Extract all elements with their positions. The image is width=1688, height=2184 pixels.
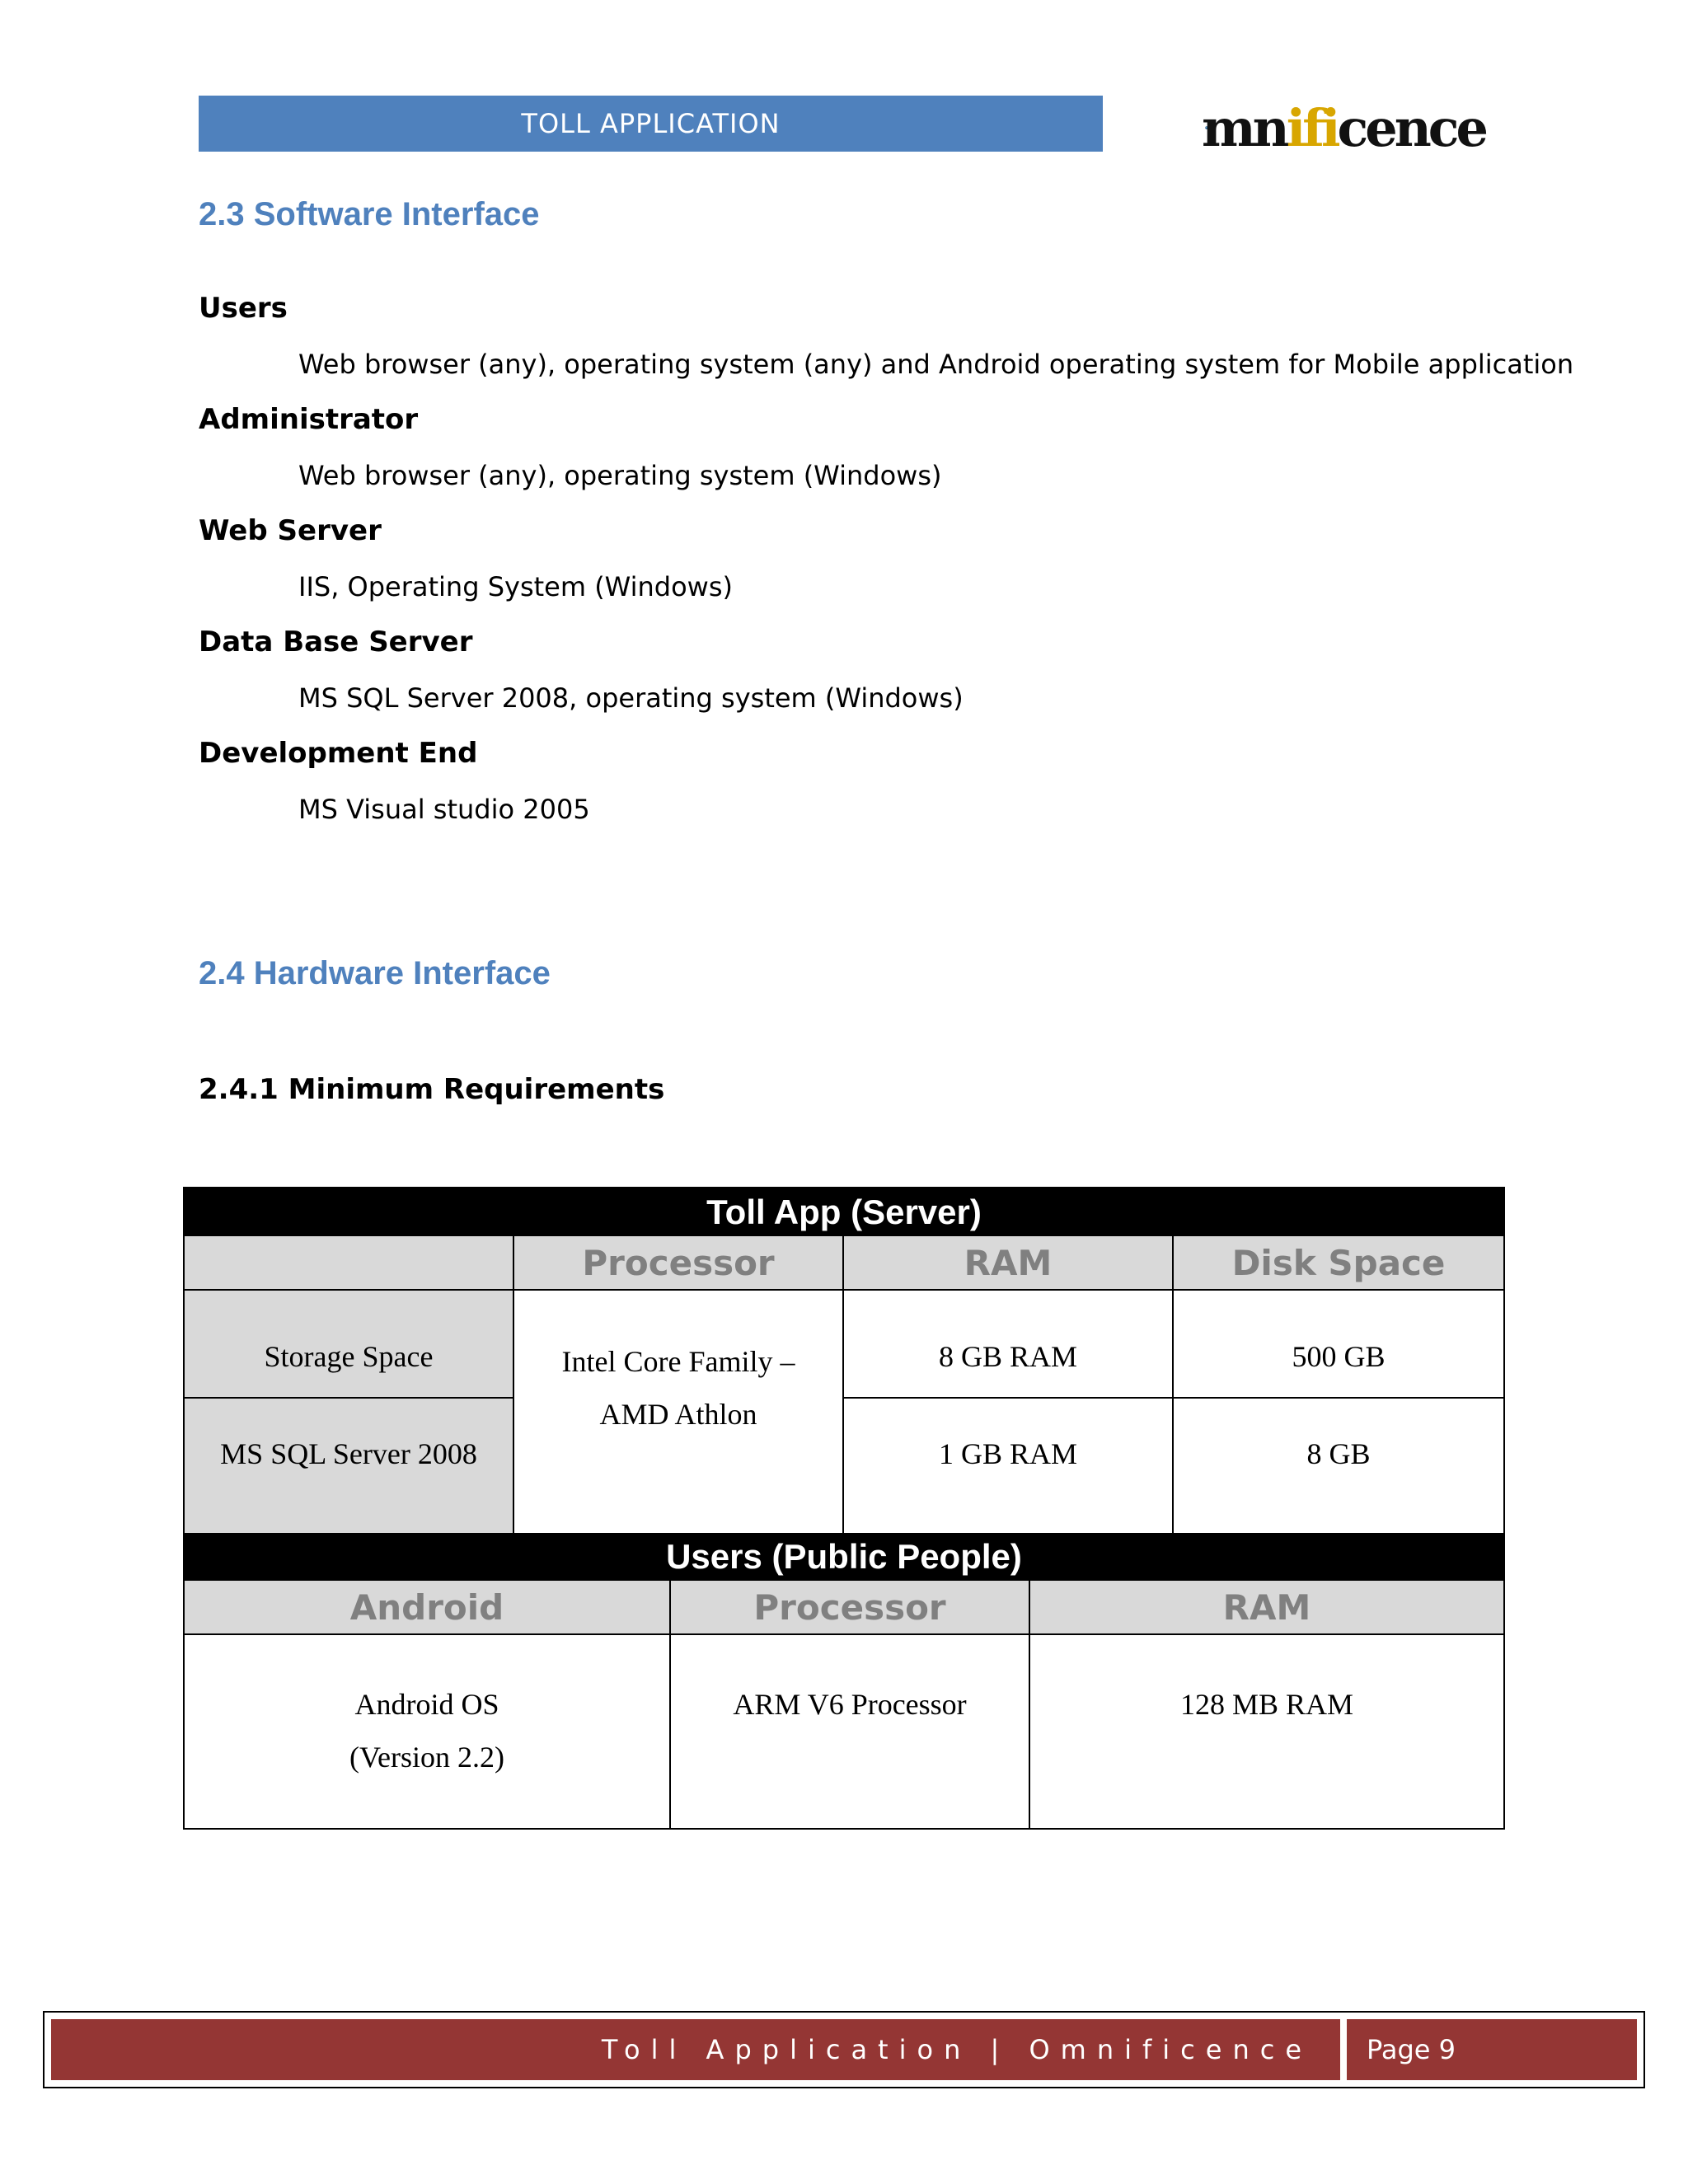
users-android-line2: (Version 2.2) xyxy=(349,1741,504,1774)
footer-title xyxy=(51,2019,1340,2080)
users-android-cell xyxy=(185,1635,671,1828)
server-row-storage-space: Storage Space xyxy=(185,1291,514,1399)
server-disk-sql: 8 GB xyxy=(1306,1436,1371,1470)
server-processor-line2: AMD Athlon xyxy=(599,1398,757,1431)
users-header-ram: RAM xyxy=(1030,1581,1503,1635)
server-disk-storage: 500 GB xyxy=(1174,1291,1503,1399)
users-section-title: Users (Public People) xyxy=(185,1533,1503,1581)
document-header-title: TOLL APPLICATION xyxy=(521,108,781,139)
server-header-blank xyxy=(185,1236,514,1291)
users-android-line1: Android OS xyxy=(354,1688,499,1721)
database-server-detail: MS SQL Server 2008, operating system (Windows) xyxy=(298,682,964,714)
users-ram-cell: 128 MB RAM xyxy=(1179,1688,1354,1721)
web-server-detail: IIS, Operating System (Windows) xyxy=(298,571,733,602)
page-number-text: Page 9 xyxy=(1367,2034,1456,2065)
users-header-android: Android xyxy=(185,1581,671,1635)
development-end-detail: MS Visual studio 2005 xyxy=(298,794,590,825)
server-ram-sql: 1 GB RAM xyxy=(844,1399,1174,1533)
development-end-label: Development End xyxy=(199,737,478,770)
administrator-detail: Web browser (any), operating system (Windows) xyxy=(298,460,942,491)
server-header-disk-space: Disk Space xyxy=(1174,1236,1503,1291)
administrator-label: Administrator xyxy=(199,403,419,436)
omnificence-logo xyxy=(1202,96,1485,160)
users-label: Users xyxy=(199,292,288,325)
users-header-processor: Processor xyxy=(671,1581,1030,1635)
document-header-bar xyxy=(199,96,1103,152)
software-interface-heading: 2.3 Software Interface xyxy=(199,196,540,232)
logo-wordmark: mnificence xyxy=(1202,97,1485,158)
server-row-ms-sql: MS SQL Server 2008 xyxy=(185,1399,514,1533)
database-server-label: Data Base Server xyxy=(199,626,473,658)
footer-title-text: Toll Application | Omnificence xyxy=(601,2034,1312,2065)
page-number xyxy=(1347,2019,1637,2080)
server-header-processor: Processor xyxy=(514,1236,844,1291)
users-processor-cell: ARM V6 Processor xyxy=(671,1635,1030,1828)
hardware-interface-heading: 2.4 Hardware Interface xyxy=(199,955,551,991)
web-server-label: Web Server xyxy=(199,514,382,547)
server-processor-line1: Intel Core Family – xyxy=(561,1345,795,1378)
server-ram-storage: 8 GB RAM xyxy=(844,1291,1174,1399)
users-detail: Web browser (any), operating system (any) and Android operating system for Mobile application xyxy=(298,349,1574,380)
minimum-requirements-heading: 2.4.1 Minimum Requirements xyxy=(199,1073,665,1106)
requirements-table xyxy=(183,1187,1505,1830)
server-section-title: Toll App (Server) xyxy=(185,1188,1503,1236)
server-processor-cell xyxy=(514,1291,844,1533)
server-header-ram: RAM xyxy=(844,1236,1174,1291)
